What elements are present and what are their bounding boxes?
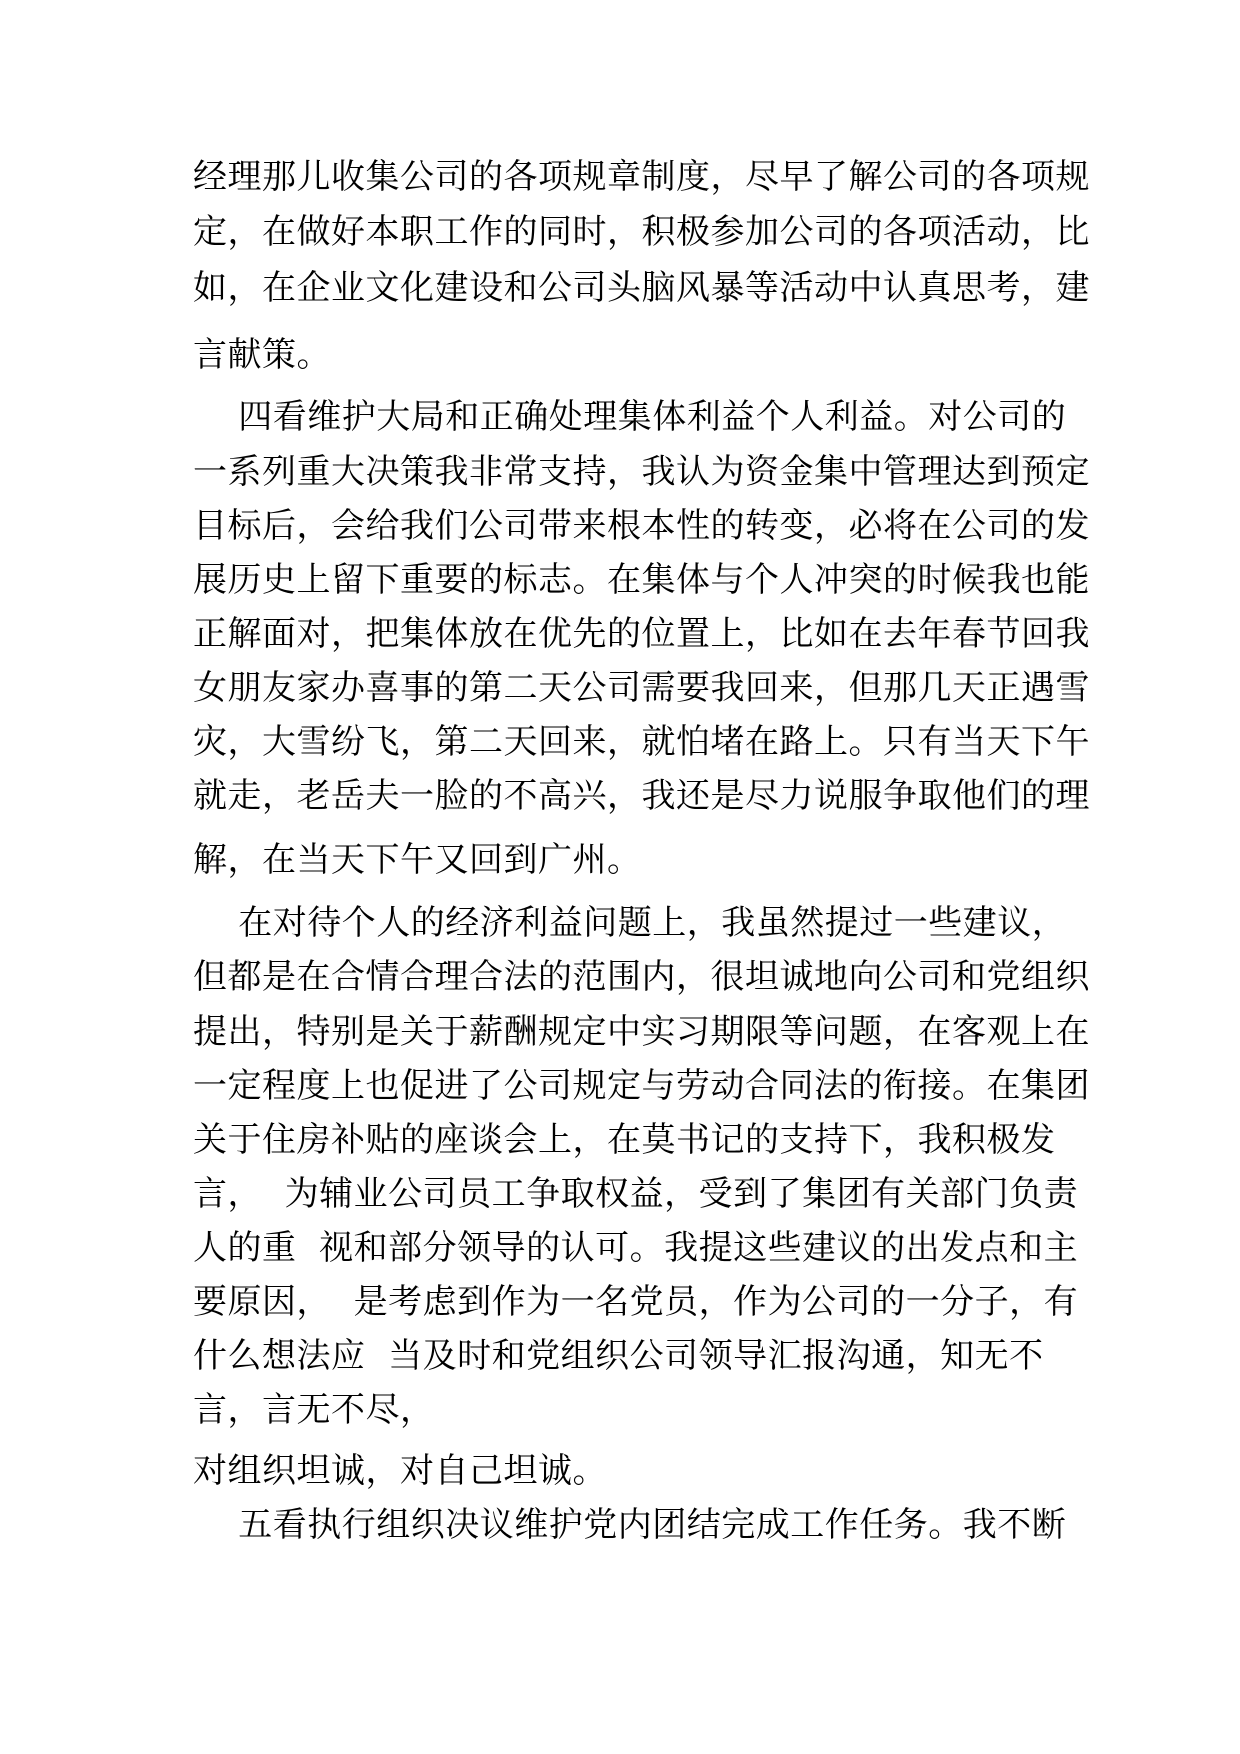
text-line: 对组织坦诚，对自己坦诚。 bbox=[193, 1451, 607, 1491]
text-line: 定，在做好本职工作的同时，积极参加公司的各项活动，比 bbox=[193, 212, 1090, 252]
text-line: 一定程度上也促进了公司规定与劳动合同法的衔接。在集团 bbox=[193, 1066, 1090, 1106]
text-line: 言献策。 bbox=[193, 335, 331, 375]
text-line: 要原因， 是考虑到作为一名党员，作为公司的一分子，有 bbox=[193, 1282, 1079, 1322]
text-line: 言， 为辅业公司员工争取权益，受到了集团有关部门负责 bbox=[193, 1174, 1079, 1214]
text-line: 就走，老岳夫一脸的不高兴，我还是尽力说服争取他们的理 bbox=[193, 776, 1090, 816]
text-line: 经理那儿收集公司的各项规章制度，尽早了解公司的各项规 bbox=[193, 157, 1090, 197]
paragraph-4-start: 四看维护大局和正确处理集体利益个人利益。对公司的 bbox=[193, 397, 1067, 437]
text-line: 但都是在合情合理合法的范围内，很坦诚地向公司和党组织 bbox=[193, 957, 1090, 997]
text-line: 灾，大雪纷飞，第二天回来，就怕堵在路上。只有当天下午 bbox=[193, 722, 1090, 762]
text-line: 什么想法应 当及时和党组织公司领导汇报沟通，知无不 bbox=[193, 1336, 1044, 1376]
text-line: 言，言无不尽， bbox=[193, 1390, 435, 1430]
text-line: 提出，特别是关于薪酬规定中实习期限等问题，在客观上在 bbox=[193, 1012, 1090, 1052]
text-line: 女朋友家办喜事的第二天公司需要我回来，但那几天正遇雪 bbox=[193, 668, 1090, 708]
text-line: 正解面对，把集体放在优先的位置上，比如在去年春节回我 bbox=[193, 614, 1090, 654]
paragraph-5-start: 五看执行组织决议维护党内团结完成工作任务。我不断 bbox=[193, 1505, 1067, 1545]
text-line: 目标后，会给我们公司带来根本性的转变，必将在公司的发 bbox=[193, 506, 1090, 546]
text-line: 解，在当天下午又回到广州。 bbox=[193, 840, 642, 880]
paragraph-economic-start: 在对待个人的经济利益问题上，我虽然提过一些建议， bbox=[193, 903, 1067, 943]
text-line: 一系列重大决策我非常支持，我认为资金集中管理达到预定 bbox=[193, 452, 1090, 492]
text-line: 展历史上留下重要的标志。在集体与个人冲突的时候我也能 bbox=[193, 560, 1090, 600]
text-line: 人的重 视和部分领导的认可。我提这些建议的出发点和主 bbox=[193, 1228, 1079, 1268]
text-line: 关于住房补贴的座谈会上，在莫书记的支持下，我积极发 bbox=[193, 1120, 1056, 1160]
text-line: 如，在企业文化建设和公司头脑风暴等活动中认真思考，建 bbox=[193, 268, 1090, 308]
